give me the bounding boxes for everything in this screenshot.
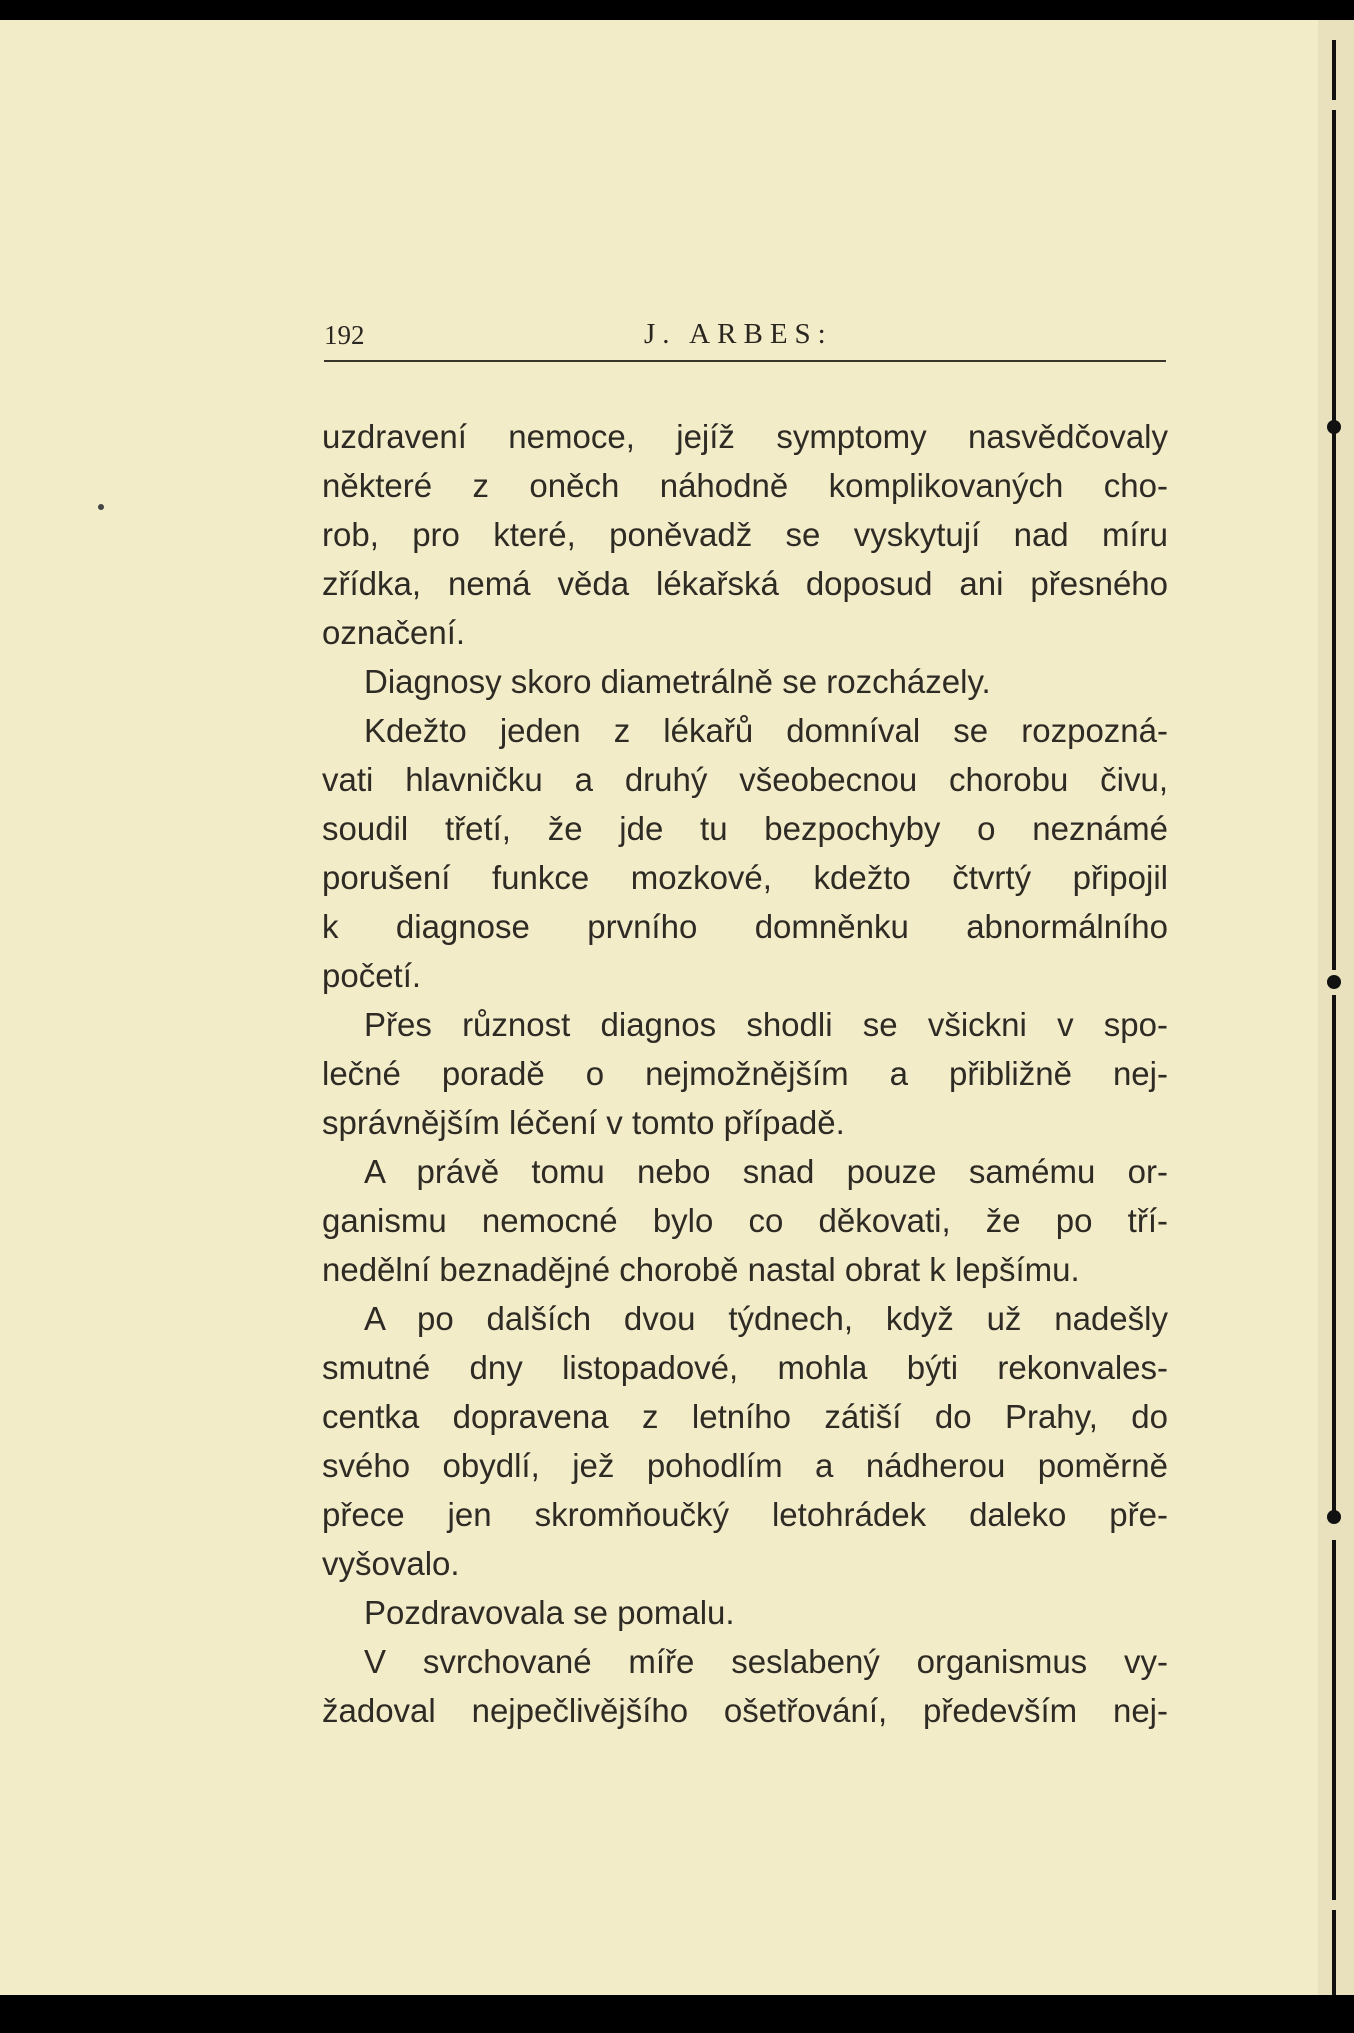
page-header (324, 320, 1166, 364)
text-line: vyšovalo. (322, 1545, 460, 1582)
text-line: správnějším léčení v tomto případě. (322, 1104, 845, 1141)
text-line: rob, pro které, poněvadž se vyskytují nad míru (322, 516, 1168, 553)
running-title: J. ARBES: (644, 318, 833, 350)
text-line: Pozdravovala se pomalu. (364, 1594, 735, 1631)
ink-speck (98, 504, 104, 510)
text-line: Přes různost diagnos shodli se všickni v spo- (364, 1006, 1168, 1043)
text-line: soudil třetí, že jde tu bezpochyby o neznámé (322, 810, 1168, 847)
text-line: A právě tomu nebo snad pouze samému or- (364, 1153, 1168, 1190)
text-line: uzdravení nemoce, jejíž symptomy nasvědčovaly (322, 418, 1168, 455)
text-line: početí. (322, 957, 422, 994)
text-line: smutné dny listopadové, mohla býti rekonvales- (322, 1349, 1168, 1386)
text-line: A po dalších dvou týdnech, když už nadešly (364, 1300, 1168, 1337)
page-number: 192 (324, 320, 365, 350)
text-line: vati hlavničku a druhý všeobecnou chorobu čivu, (322, 761, 1168, 798)
text-line: k diagnose prvního domněnku abnormálního (322, 908, 1168, 945)
text-line: označení. (322, 614, 466, 651)
spine-mark (1332, 40, 1336, 100)
book-spine-edge (1318, 20, 1354, 1995)
header-rule (324, 360, 1166, 362)
text-line: V svrchované míře seslabený organismus vy- (364, 1643, 1168, 1680)
spine-mark (1332, 450, 1336, 970)
spine-mark (1332, 1910, 1336, 1995)
text-line: svého obydlí, jež pohodlím a nádherou poměrně (322, 1447, 1168, 1484)
text-line: zřídka, nemá věda lékařská doposud ani přesného (322, 565, 1168, 602)
body-text (322, 412, 1168, 1735)
text-line: některé z oněch náhodně komplikovaných cho- (322, 467, 1168, 504)
spine-mark (1332, 995, 1336, 1515)
book-page (0, 20, 1318, 1995)
text-line: Diagnosy skoro diametrálně se rozcházely. (364, 663, 991, 700)
text-line: ganismu nemocné bylo co děkovati, že po tří- (322, 1202, 1168, 1239)
text-line: Kdežto jeden z lékařů domníval se rozpozná- (364, 712, 1168, 749)
text-line: lečné poradě o nejmožnějším a přibližně nej- (322, 1055, 1168, 1092)
spine-mark (1332, 1540, 1336, 1900)
spine-mark (1332, 110, 1336, 450)
spine-mark (1327, 1510, 1341, 1524)
text-line: porušení funkce mozkové, kdežto čtvrtý připojil (322, 859, 1168, 896)
text-line: nedělní beznadějné chorobě nastal obrat k lepšímu. (322, 1251, 1080, 1288)
text-line: přece jen skromňoučký letohrádek daleko pře- (322, 1496, 1168, 1533)
spine-mark (1327, 420, 1341, 434)
text-line: centka dopravena z letního zátiší do Prahy, do (322, 1398, 1168, 1435)
text-line: žadoval nejpečlivějšího ošetřování, především nej- (322, 1692, 1168, 1729)
spine-mark (1327, 975, 1341, 989)
